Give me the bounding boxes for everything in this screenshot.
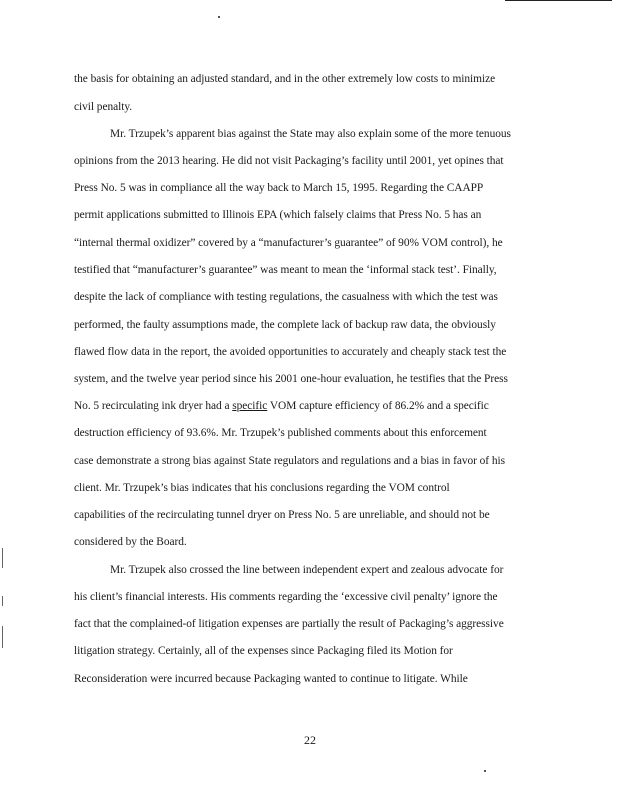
text-fragment: VOM capture efficiency of 86.2% and a specific	[267, 400, 489, 412]
text-line: civil penalty.	[74, 101, 133, 113]
text-line: Reconsideration were incurred because Packaging wanted to continue to litigate. While	[74, 673, 468, 685]
text-line: testified that “manufacturer’s guarantee” was meant to mean the ‘informal stack test’. Finally,	[74, 264, 497, 276]
underlined-word: specific	[232, 400, 268, 412]
text-line: Mr. Trzupek also crossed the line between independent expert and zealous advocate for	[110, 564, 504, 576]
text-line: fact that the complained-of litigation expenses are partially the result of Packaging’s aggressive	[74, 618, 504, 630]
text-fragment: No. 5 recirculating ink dryer had a	[74, 400, 233, 412]
text-line: permit applications submitted to Illinois EPA (which falsely claims that Press No. 5 has an	[74, 209, 482, 221]
text-line: system, and the twelve year period since his 2001 one-hour evaluation, he testifies that the Press	[74, 373, 508, 385]
margin-mark	[2, 626, 3, 648]
text-line: Mr. Trzupek’s apparent bias against the State may also explain some of the more tenuous	[110, 128, 511, 140]
scan-speck	[484, 770, 486, 772]
text-line: destruction efficiency of 93.6%. Mr. Trzupek’s published comments about this enforcement	[74, 427, 487, 439]
scan-speck	[218, 16, 220, 18]
margin-mark	[2, 596, 3, 606]
text-line: despite the lack of compliance with testing regulations, the casualness with which the test was	[74, 291, 498, 303]
text-line	[74, 399, 489, 413]
text-line: flawed flow data in the report, the avoided opportunities to accurately and cheaply stack test the	[74, 346, 507, 358]
text-line: client. Mr. Trzupek’s bias indicates that his conclusions regarding the VOM control	[74, 482, 450, 494]
scan-top-border	[505, 0, 612, 1]
text-line: opinions from the 2013 hearing. He did not visit Packaging’s facility until 2001, yet opines that	[74, 155, 504, 167]
text-line: litigation strategy. Certainly, all of the expenses since Packaging filed its Motion for	[74, 645, 453, 657]
text-line: the basis for obtaining an adjusted standard, and in the other extremely low costs to minimize	[74, 73, 496, 85]
text-line: capabilities of the recirculating tunnel dryer on Press No. 5 are unreliable, and should not be	[74, 509, 490, 521]
text-line: “internal thermal oxidizer” covered by a “manufacturer’s guarantee” of 90% VOM control), he	[74, 237, 503, 249]
text-line: case demonstrate a strong bias against State regulators and regulations and a bias in favor of his	[74, 455, 505, 467]
text-line: performed, the faulty assumptions made, the complete lack of backup raw data, the obviously	[74, 319, 496, 331]
text-line: his client’s financial interests. His comments regarding the ‘excessive civil penalty’ ignore the	[74, 591, 498, 603]
margin-mark	[2, 548, 3, 568]
text-line: Press No. 5 was in compliance all the way back to March 15, 1995. Regarding the CAAPP	[74, 182, 484, 194]
text-line: considered by the Board.	[74, 536, 187, 548]
page-number: 22	[304, 733, 316, 747]
